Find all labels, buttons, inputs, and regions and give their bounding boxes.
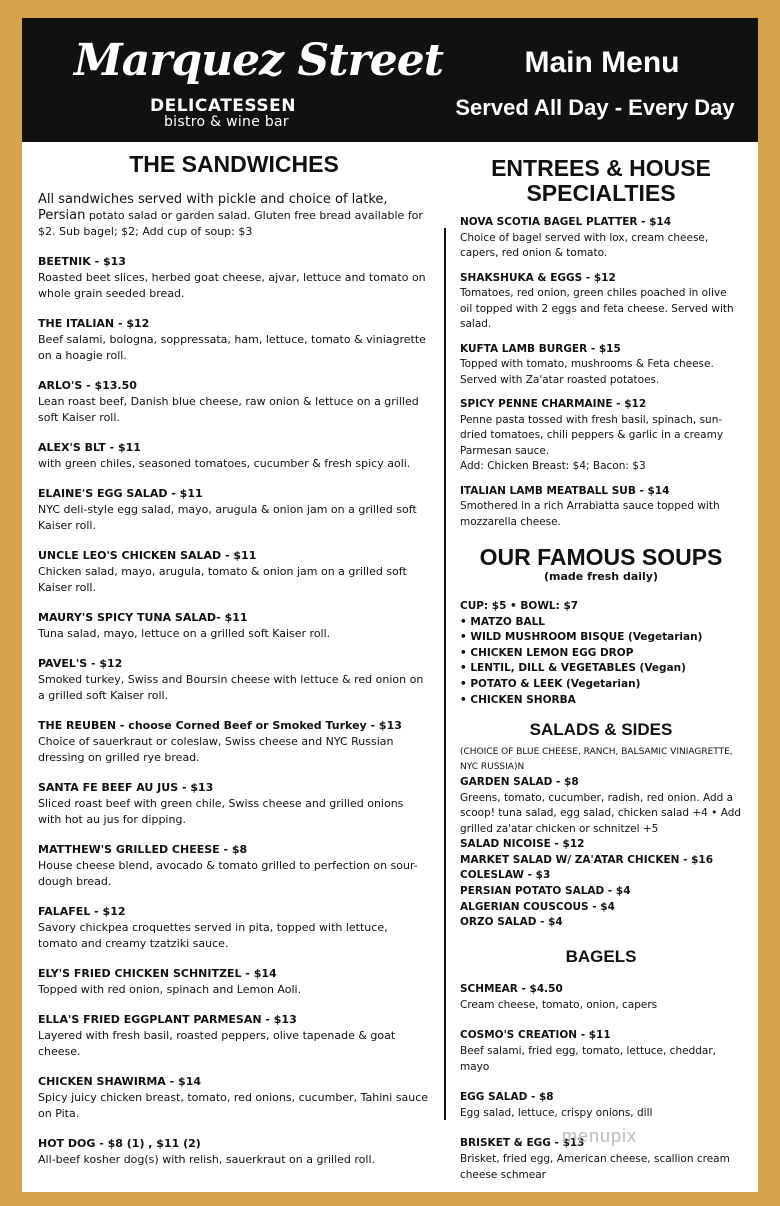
salad-list [460,837,742,931]
item-description: Layered with fresh basil, roasted peppers, olive tapenade & goat cheese. [38,1029,396,1058]
salad-item: ALGERIAN COUSCOUS - $4 [460,900,615,913]
item-name: ELY'S FRIED CHICKEN SCHNITZEL - $14 [38,967,277,980]
item-name: SHAKSHUKA & EGGS - $12 [460,271,616,284]
item-name: THE REUBEN - choose Corned Beef or Smoked Turkey - $13 [38,719,402,732]
served-banner: Served All Day - Every Day [455,95,735,120]
salad-item: SALAD NICOISE - $12 [460,838,585,851]
item-description: Sliced roast beef with green chile, Swiss cheese and grilled onions with hot au jus for dipping. [38,797,404,826]
item-addon: Add: Chicken Breast: $4; Bacon: $3 [460,460,646,472]
restaurant-logo: Marquez Street [74,35,444,86]
menu-card [22,18,758,1192]
item-name: ELLA'S FRIED EGGPLANT PARMESAN - $13 [38,1013,297,1026]
item-description: Beef salami, bologna, soppressata, ham, lettuce, tomato & viniagrette on a hoagie roll. [38,333,426,362]
item-description: Lean roast beef, Danish blue cheese, raw onion & lettuce on a grilled soft Kaiser roll. [38,395,419,424]
item-name: BRISKET & EGG - $13 [460,1136,585,1149]
sandwich-list [38,254,430,1168]
entrees-heading [460,156,742,206]
soup-item: • CHICKEN SHORBA [460,693,576,706]
menu-item [460,215,742,262]
salad-item: PERSIAN POTATO SALAD - $4 [460,885,631,898]
salad-item: MARKET SALAD W/ ZA'ATAR CHICKEN - $16 [460,853,714,866]
menu-item [38,254,430,302]
item-description: Tomatoes, red onion, green chiles poached in olive oil topped with 2 eggs and feta cheese. Served with salad. [460,287,734,330]
item-description: Choice of bagel served with lox, cream cheese, capers, red onion & tomato. [460,231,709,259]
item-name: UNCLE LEO'S CHICKEN SALAD - $11 [38,549,257,562]
entrees-heading-line2: SPECIALTIES [526,180,676,206]
menu-item [38,842,430,890]
menu-item [38,718,430,766]
item-name: MATTHEW'S GRILLED CHEESE - $8 [38,843,248,856]
menu-item [38,610,430,642]
menu-item [38,548,430,596]
salads-heading: SALADS & SIDES [529,720,673,740]
intro-rest: potato salad or garden salad. Gluten free bread available for $2. Sub bagel; $2; Add cup of soup: $3 [38,209,423,238]
menu-item [38,904,430,952]
intro-lead: All sandwiches served with pickle and choice of latke, Persian [38,192,388,223]
dressing-choice: (CHOICE OF BLUE CHEESE, RANCH, BALSAMIC VINIAGRETTE, NYC RUSSIA)N [460,747,733,773]
soup-item: • POTATO & LEEK (Vegetarian) [460,677,641,690]
item-name: SPICY PENNE CHARMAINE - $12 [460,398,647,410]
item-name: PAVEL'S - $12 [38,657,123,670]
menu-item [38,1136,430,1168]
column-divider [444,228,446,1120]
soup-item: • CHICKEN LEMON EGG DROP [460,646,634,659]
item-name: THE ITALIAN - $12 [38,317,150,330]
item-description: All-beef kosher dog(s) with relish, sauerkraut on a grilled roll. [38,1153,376,1166]
item-description: Savory chickpea croquettes served in pita, topped with lettuce, tomato and creamy tzatziki sauce. [38,921,388,950]
logo-subtitle: DELICATESSEN [150,96,296,116]
item-description: Chicken salad, mayo, arugula, tomato & onion jam on a grilled soft Kaiser roll. [38,565,407,594]
menu-title: Main Menu [524,46,680,79]
item-description: Beef salami, fried egg, tomato, lettuce, cheddar, mayo [460,1044,716,1073]
menu-item [460,484,742,531]
item-name: ITALIAN LAMB MEATBALL SUB - $14 [460,484,670,497]
menu-item [38,486,430,534]
sandwiches-intro [38,192,430,240]
item-description: with green chiles, seasoned tomatoes, cucumber & fresh spicy aoli. [38,457,411,470]
entree-list [460,215,742,530]
item-name: NOVA SCOTIA BAGEL PLATTER - $14 [460,216,672,228]
item-description: Penne pasta tossed with fresh basil, spinach, sun-dried tomatoes, chili peppers & garlic in a creamy Parmesan sauce. [460,413,724,457]
menu-item [38,378,430,426]
menu-item [38,440,430,472]
menu-item [38,1012,430,1060]
menu-item [460,342,742,389]
sandwiches-heading: THE SANDWICHES [129,151,339,177]
item-name: ARLO'S - $13.50 [38,379,137,392]
garden-salad-name: GARDEN SALAD - $8 [460,776,579,789]
item-name: CHICKEN SHAWIRMA - $14 [38,1075,202,1088]
item-name: MAURY'S SPICY TUNA SALAD- $11 [38,611,248,624]
soup-price: CUP: $5 • BOWL: $7 [460,600,579,612]
bagel-list [460,981,742,1183]
item-description: Egg salad, lettuce, crispy onions, dill [460,1106,653,1119]
item-description: Cream cheese, tomato, onion, capers [460,998,658,1011]
item-name: COSMO'S CREATION - $11 [460,1028,611,1041]
soups-heading: OUR FAMOUS SOUPS [479,544,723,570]
soup-item: • LENTIL, DILL & VEGETABLES (Vegan) [460,662,686,675]
item-description: Choice of sauerkraut or coleslaw, Swiss cheese and NYC Russian dressing on grilled rye bread. [38,735,394,764]
item-name: KUFTA LAMB BURGER - $15 [460,342,621,355]
soups-subtitle: (made fresh daily) [544,570,658,583]
menu-item [460,1089,742,1121]
item-description: Brisket, fried egg, American cheese, scallion cream cheese schmear [460,1152,730,1181]
menu-item [460,271,742,333]
item-name: HOT DOG - $8 (1) , $11 (2) [38,1137,201,1150]
logo-tagline: bistro & wine bar [164,114,289,130]
soup-item: • MATZO BALL [460,615,545,628]
item-description: Roasted beet slices, herbed goat cheese, ajvar, lettuce and tomato on whole grain seeded bread. [38,271,426,300]
header-bar [22,18,758,142]
item-description: NYC deli-style egg salad, mayo, arugula & onion jam on a grilled soft Kaiser roll. [38,503,417,532]
watermark: menupix [562,1126,638,1146]
salad-item: COLESLAW - $3 [460,869,551,882]
right-column [460,142,742,1183]
salad-item: ORZO SALAD - $4 [460,916,563,929]
item-description: Tuna salad, mayo, lettuce on a grilled soft Kaiser roll. [38,627,331,640]
item-name: SANTA FE BEEF AU JUS - $13 [38,781,214,794]
soup-list [460,599,742,708]
item-description: Topped with red onion, spinach and Lemon Aoli. [38,983,302,996]
item-name: SCHMEAR - $4.50 [460,982,563,995]
item-name: BEETNIK - $13 [38,255,126,268]
menu-item [460,397,742,475]
item-description: Smoked turkey, Swiss and Boursin cheese with lettuce & red onion on a grilled soft Kaiser roll. [38,673,424,702]
item-name: ELAINE'S EGG SALAD - $11 [38,487,203,500]
item-description: Topped with tomato, mushrooms & Feta cheese. Served with Za'atar roasted potatoes. [460,358,714,386]
item-description: Smothered in a rich Arrabiatta sauce topped with mozzarella cheese. [460,500,720,528]
item-name: ALEX'S BLT - $11 [38,441,141,454]
menu-item [38,316,430,364]
bagels-heading: BAGELS [565,946,637,966]
item-description: House cheese blend, avocado & tomato grilled to perfection on sour-dough bread. [38,859,418,888]
soup-item: • WILD MUSHROOM BISQUE (Vegetarian) [460,631,703,644]
item-name: EGG SALAD - $8 [460,1090,554,1103]
entrees-heading-line1: ENTREES & HOUSE [491,155,711,181]
menu-item [38,1074,430,1122]
item-description: Spicy juicy chicken breast, tomato, red onions, cucumber, Tahini sauce on Pita. [38,1091,429,1120]
garden-salad-desc: Greens, tomato, cucumber, radish, red onion. Add a scoop! tuna salad, egg salad, chicken salad +4 • Add grilled za'atar chicken or schnitzel +5 [460,791,742,835]
menu-item [460,1027,742,1075]
item-name: FALAFEL - $12 [38,905,126,918]
sandwiches-column [38,142,430,1168]
menu-item [38,966,430,998]
menu-item [38,656,430,704]
menu-item [38,780,430,828]
menu-item [460,981,742,1013]
